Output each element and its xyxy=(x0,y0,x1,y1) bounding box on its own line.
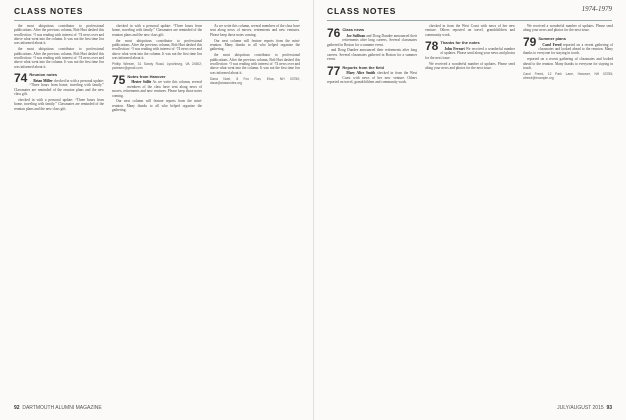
left-header xyxy=(14,6,299,18)
entry-text: We received a wonderful number of updates. Please send along your news and photos for the next issue. xyxy=(425,61,515,70)
entry-heading: Class news xyxy=(342,27,365,32)
right-footer xyxy=(327,405,612,415)
page-number: 92 xyxy=(14,405,20,411)
contact-line: Phillip Wiesen, 31 Sandy Road, Lynchburg, VA 24502; pwiesen@gmail.com xyxy=(112,61,202,71)
contact-line: Dana Noel, 8 Fox Run, Etna, NH 03750; dana@classnotes.org xyxy=(210,76,300,85)
class-entry-74 xyxy=(14,73,104,111)
entry-lead-name: Joe Sullivan xyxy=(346,33,366,38)
entry-text: and Doug Dundee announced their retirements after long careers. Several classmates gathered in Boston for a summer event. xyxy=(327,33,417,47)
left-column-3 xyxy=(210,24,300,396)
entry-text: the most ubiquitous contributor to professional publications. After the previous column, Bob Hart dashed this recollection: “I was reading with interest of ‘74 news over and above what went into the column. It was not the first time Jon was informed about it. xyxy=(14,24,104,46)
entry-lead-name: Brian Miller xyxy=(33,78,53,83)
publication-issue: JULY/AUGUST 2015 xyxy=(557,405,604,411)
class-entry-75 xyxy=(112,72,202,113)
class-entry-77 xyxy=(327,63,417,85)
entry-text: As we write this column, several members of the class have sent along news of moves, retirements and new ventures. Please keep those notes coming. xyxy=(210,24,300,37)
entry-text: Our next column will feature reports from the mini-reunion. Many thanks to all who helped organize the gathering. xyxy=(112,99,202,113)
left-column-2 xyxy=(112,24,202,396)
entry-lead-name: Mary Alice Smith xyxy=(346,71,376,76)
entry-text: checked in from the West Coast with news of her new venture. Others reported on travel, grandchildren and community work. xyxy=(327,71,417,85)
entry-text: Our next column will feature reports from the mini-reunion. Many thanks to all who helped organize the gathering. xyxy=(210,38,300,52)
header-rule xyxy=(327,20,612,21)
section-title: CLASS NOTES xyxy=(327,6,397,16)
contact-line: Carol Freed, 12 Park Lane, Hanover, NH 03755; cfreed@example.org xyxy=(523,71,613,81)
years-range: 1974-1979 xyxy=(581,5,612,13)
entry-text: checked in with a personal update: “Three hours from home, traveling with family.” Classmates are reminded of the reunion plans and the new class gift. xyxy=(14,97,104,111)
class-year: 76 xyxy=(327,26,341,40)
left-column-1 xyxy=(14,24,104,396)
entry-lead-name: Carol Freed xyxy=(542,42,562,47)
entry-text: checked in from the West Coast with news of her new venture. Others reported on travel, grandchildren and community work. xyxy=(425,24,515,37)
entry-text: As we write this column, several members of the class have sent along news of moves, retirements and new ventures. Please keep those notes coming. xyxy=(112,80,202,98)
class-year: 75 xyxy=(112,72,126,87)
entry-lead-name: Hester Sollie xyxy=(131,80,152,85)
class-entry-76 xyxy=(327,28,417,62)
class-entry-78 xyxy=(425,41,515,70)
right-column-1 xyxy=(327,24,417,396)
entry-text: and Doug Dundee announced their retirements after long careers. Several classmates gathered in Boston for a summer event. xyxy=(327,48,417,62)
class-year: 79 xyxy=(523,34,537,49)
entry-text: reported on a recent gathering of classmates and looked ahead to the reunion. Many thanks to everyone for staying in touch. xyxy=(523,57,613,70)
entry-text: the most ubiquitous contributor to professional publications. After the previous column, Bob Hart dashed this recollection: “I was reading with interest of ‘74 news over and above what went into the column. It was not the first time Jon was informed about it. xyxy=(210,53,300,75)
entry-heading: Notes from Hanover xyxy=(127,73,166,79)
entry-text: reported on a recent gathering of classmates and looked ahead to the reunion. Many thanks to everyone for staying in touch. xyxy=(523,42,613,56)
entry-text: checked in with a personal update: “Three hours from home, traveling with family.” Classmates are reminded of the reunion plans and the new class gift. xyxy=(112,24,202,37)
right-column-2 xyxy=(425,24,515,396)
entry-lead-name: John Ferrari xyxy=(444,46,465,51)
class-year: 74 xyxy=(14,71,28,86)
right-column-3 xyxy=(523,24,613,396)
section-title: CLASS NOTES xyxy=(14,6,84,16)
entry-text: We received a wonderful number of updates. Please send along your news and photos for the next issue. xyxy=(523,24,613,33)
entry-heading: Reports from the field xyxy=(342,64,384,70)
entry-text: the most ubiquitous contributor to professional publications. After the previous column, Bob Hart dashed this recollection: “I was reading with interest of ‘74 news over and above what went into the column. It was not the first time Jon was informed about it. xyxy=(14,47,104,69)
publication-name: DARTMOUTH ALUMNI MAGAZINE xyxy=(22,405,102,411)
left-footer xyxy=(14,405,299,415)
entry-text: We received a wonderful number of updates. Please send along your news and photos for the next issue. xyxy=(425,46,515,60)
class-year: 77 xyxy=(327,63,341,78)
header-rule xyxy=(14,20,299,21)
entry-text: the most ubiquitous contributor to professional publications. After the previous column, Bob Hart dashed this recollection: “I was reading with interest of ‘74 news over and above what went into the column. It was not the first time Jon was informed about it. xyxy=(112,38,202,60)
entry-text: checked in with a personal update: “Three hours from home, traveling with family.” Classmates are reminded of the reunion plans and the new class gift. xyxy=(14,78,104,96)
class-entry-79 xyxy=(523,34,613,71)
entry-heading: Reunion notes xyxy=(29,72,58,78)
class-year: 78 xyxy=(425,39,439,54)
right-page xyxy=(313,0,626,420)
page-number: 93 xyxy=(606,405,612,411)
right-header xyxy=(327,6,612,18)
entry-heading: Thanks for the notes xyxy=(440,40,480,46)
entry-heading: Summer plans xyxy=(538,35,566,41)
